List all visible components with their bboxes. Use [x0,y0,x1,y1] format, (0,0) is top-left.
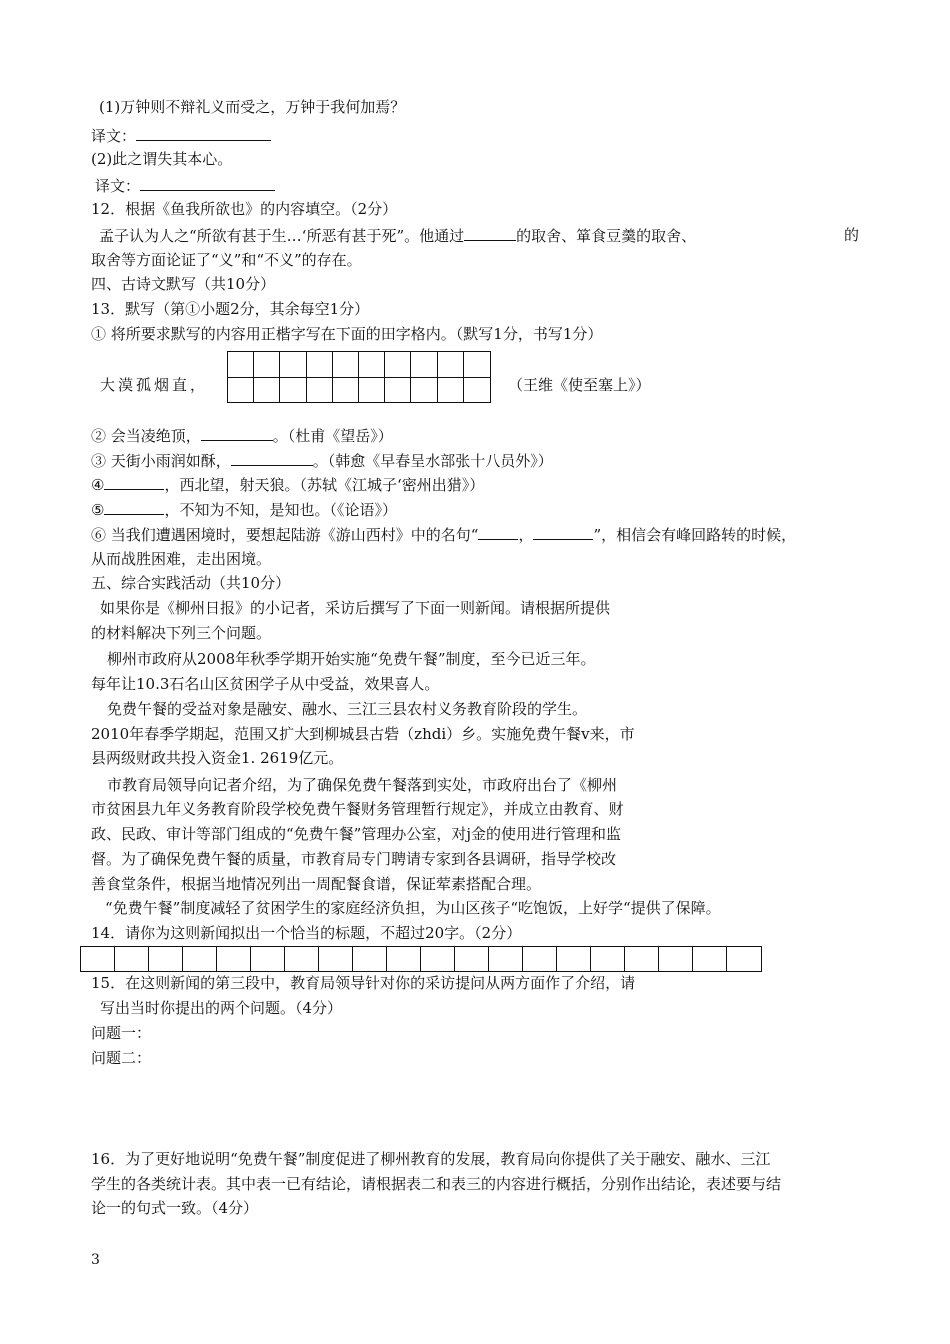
q13-2-source: 。（杜甫《望岳》） [272,427,393,445]
question-12: 12．根据《鱼我所欲也》的内容填空。（2分） [91,200,398,218]
q13-item-1-prompt: 大漠孤烟直， [100,376,209,394]
q13-4-text: ，西北望，射天狼。（苏轼《江城子‘密州出猎》） [164,476,485,494]
q13-item-2 [91,424,393,446]
translation-line-1 [91,124,271,146]
para-4-line-3: 政、民政、审计等部门组成的“免费午餐”管理办公室，对j金的使用进行管理和监 [91,825,621,843]
para-1-line-1: 如果你是《柳州日报》的小记者，采访后撰写了下面一则新闻。请根据所提供 [100,599,611,617]
answer-blank[interactable] [104,473,164,490]
q13-6-text-c: ”，相信会有峰回路转的时候， [593,526,797,544]
answer-blank[interactable] [104,498,164,515]
para-1-line-2: 的材料解决下列三个问题。 [91,624,272,642]
translation-label: 译文： [95,177,141,195]
answer-blank[interactable] [231,449,313,466]
q13-item-1-source: （王维《使至塞上》） [508,376,651,394]
answer-blank[interactable] [478,523,518,540]
para-2-line-2: 每年让10.3石名山区贫困学子从中受益，效果喜人。 [91,675,440,693]
q11-item-1: (1)万钟则不辩礼义而受之，万钟于我何加焉？ [99,98,406,116]
q13-item-5 [91,498,397,520]
q13-item-4 [91,473,484,495]
section-4-heading: 四、古诗文默写（共10分） [91,275,276,293]
question-15-line-2: 写出当时你提出的两个问题。（4分） [100,999,343,1017]
para-4-line-2: 市贫困县九年义务教育阶段学校免费午餐财务管理暂行规定》，并成立由教育、财 [91,800,624,818]
answer-blank[interactable] [140,174,275,191]
grid-row [228,352,490,377]
q13-6-comma: ， [518,526,534,544]
question-16-line-1: 16．为了更好地说明“免费午餐”制度促进了柳州教育的发展，教育局向你提供了关于融安、融水、三江 [91,1150,771,1168]
question-14: 14．请你为这则新闻拟出一个恰当的标题，不超过20字。（2分） [91,924,522,942]
q15-question-2-label: 问题二： [91,1049,152,1067]
para-3-line-2: 2010年春季学期起，范围又扩大到柳城县古砦（zhdi）乡。实施免费午餐v来，市 [91,725,635,743]
q13-6-text-a: ⑥ 当我们遭遇困境时，要想起陆游《游山西村》中的名句“ [91,526,479,544]
q13-item-6-cont: 从而战胜困难，走出困境。 [91,550,272,568]
translation-line-2 [95,174,275,196]
answer-blank[interactable] [533,523,593,540]
para-4-line-1: 市教育局领导向记者介绍，为了确保免费午餐落到实处，市政府出台了《柳州 [107,776,618,794]
q13-item-3 [91,449,553,471]
tianzige-grid[interactable] [227,351,491,403]
q13-4-num: ④ [91,476,105,494]
title-answer-grid[interactable] [80,946,762,972]
q13-item-6 [91,523,796,545]
q13-5-num: ⑤ [91,501,105,519]
q13-3-source: 。（韩愈《早春呈水部张十八员外》） [312,452,553,470]
q12-text-b: 的取舍、箪食豆羹的取舍、 [516,227,697,245]
q15-question-1-label: 问题一： [91,1024,152,1042]
q13-3-text: ③ 天街小雨润如酥， [91,452,231,470]
q12-text-c: 的 [843,226,859,244]
q13-2-text: ② 会当凌绝顶， [91,427,201,445]
translation-label: 译文： [91,127,137,145]
q13-5-text: ，不知为不知，是知也。（《论语》） [164,501,397,519]
question-16-line-2: 学生的各类统计表。其中表一已有结论，请根据表二和表三的内容进行概括，分别作出结论，表述要与结 [91,1175,782,1193]
para-2-line-1: 柳州市政府从2008年秋季学期开始实施“免费午餐”制度，至今已近三年。 [107,650,596,668]
para-3-line-1: 免费午餐的受益对象是融安、融水、三江三县农村义务教育阶段的学生。 [107,700,588,718]
answer-blank[interactable] [136,124,271,141]
section-5-heading: 五、综合实践活动（共10分） [91,574,291,592]
para-4-line-5: 善食堂条件，根据当地情况列出一周配餐食谱，保证荤素搭配合理。 [91,875,542,893]
question-15-line-1: 15．在这则新闻的第三段中，教育局领导针对你的采访提问从两方面作了介绍，请 [91,974,636,992]
para-4-line-4: 督。为了确保免费午餐的质量，市教育局专门聘请专家到各县调研，指导学校改 [91,850,617,868]
question-16-line-3: 论一的句式一致。（4分） [91,1199,259,1217]
question-13: 13．默写（第①小题2分，其余每空1分） [91,300,370,318]
answer-blank[interactable] [464,224,516,241]
q12-text-a: 孟子认为人之“所欲有甚于生…‘所恶有甚于死”。他通过 [99,227,465,245]
q12-body-line-2: 取舍等方面论证了“义”和“不义”的存在。 [91,251,362,269]
para-5: “免费午餐”制度减轻了贫困学生的家庭经济负担，为山区孩子“吃饱饭，上好学“提供了保障。 [105,899,721,917]
answer-blank[interactable] [201,424,273,441]
q13-item-1: ① 将所要求默写的内容用正楷字写在下面的田字格内。（默写1分，书写1分） [91,325,603,343]
q11-item-2: (2)此之谓失其本心。 [91,150,233,168]
page-number: 3 [91,1252,100,1268]
q12-body-line [99,224,859,246]
grid-row [228,377,490,403]
para-3-line-3: 县两级财政共投入资金1. 2619亿元。 [91,749,344,767]
